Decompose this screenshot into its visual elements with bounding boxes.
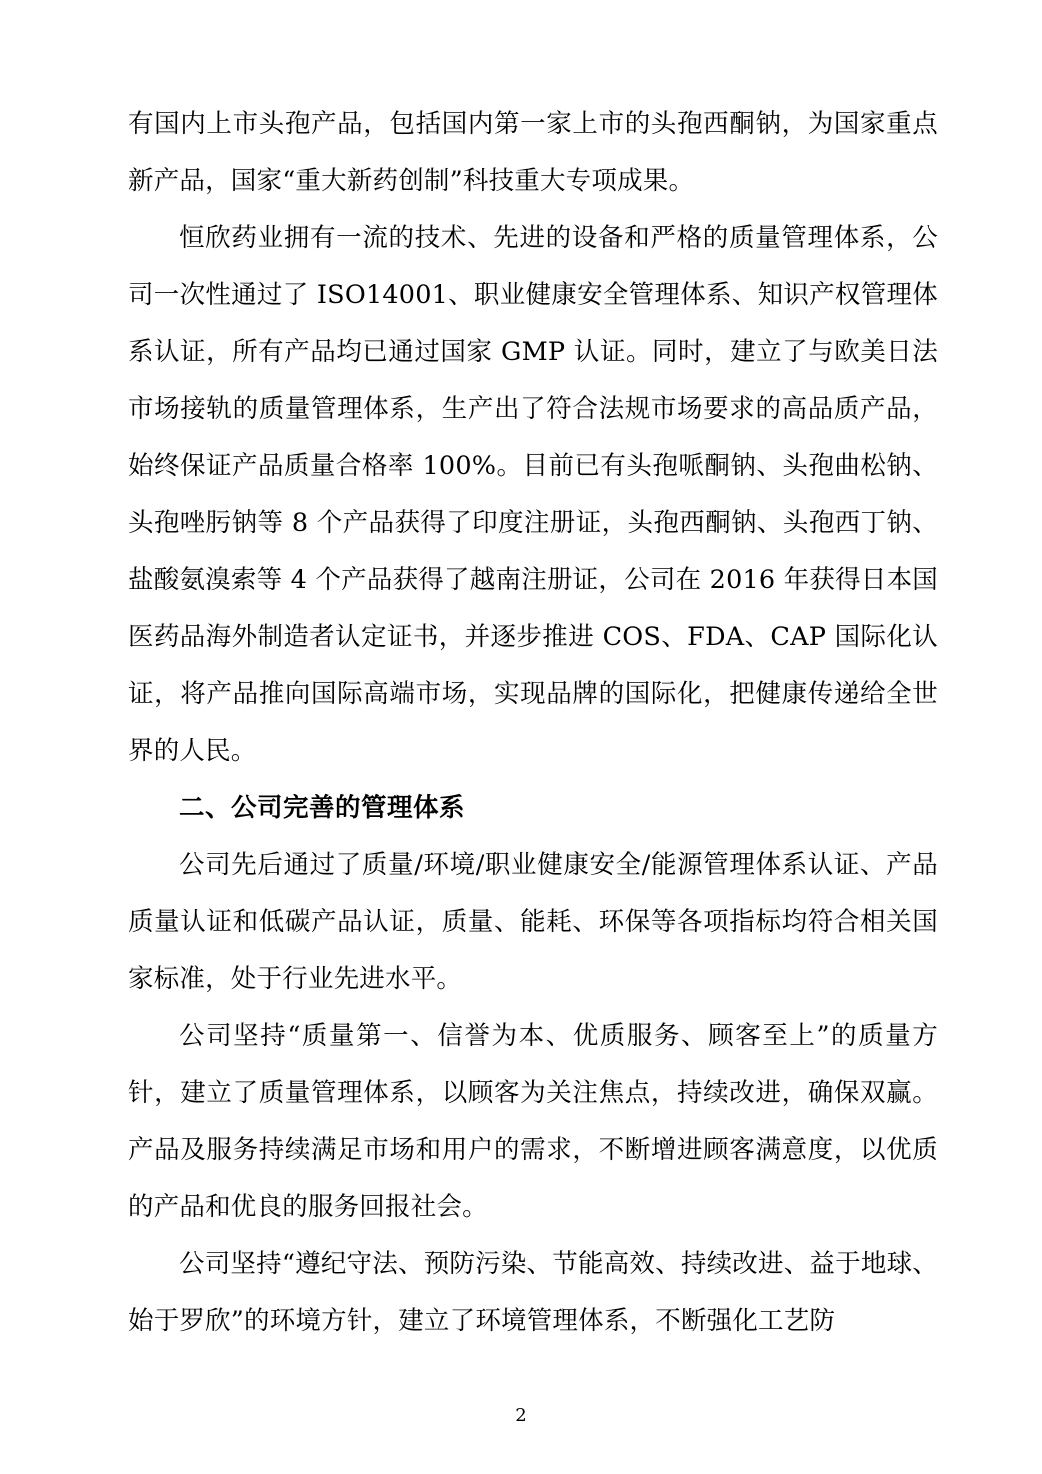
document-body [128,96,938,1350]
paragraph-continuation: 有国内上市头孢产品，包括国内第一家上市的头孢西酮钠，为国家重点新产品，国家“重大新药创制”科技重大专项成果。 [128,109,938,196]
paragraph-certifications: 公司先后通过了质量/环境/职业健康安全/能源管理体系认证、产品质量认证和低碳产品认证，质量、能耗、环保等各项指标均符合相关国家标准，处于行业先进水平。 [128,850,938,994]
paragraph-quality-system: 恒欣药业拥有一流的技术、先进的设备和严格的质量管理体系，公司一次性通过了 ISO14001、职业健康安全管理体系、知识产权管理体系认证，所有产品均已通过国家 GMP 认证。同时，建立了与欧美日法市场接轨的质量管理体系，生产出了符合法规市场要求的高品质产品，始终保证产品质量合格率 100%。目前已有头孢哌酮钠、头孢曲松钠、头孢唑肟钠等 8 个产品获得了印度注册证，头孢西酮钠、头孢西丁钠、盐酸氨溴索等 4 个产品获得了越南注册证，公司在 2016 年获得日本国医药品海外制造者认定证书，并逐步推进 COS、FDA、CAP 国际化认证，将产品推向国际高端市场，实现品牌的国际化，把健康传递给全世界的人民。 [128,223,938,766]
page-number: 2 [515,1405,527,1426]
section-heading-management-system: 二、公司完善的管理体系 [179,793,466,823]
paragraph-quality-policy: 公司坚持“质量第一、信誉为本、优质服务、顾客至上”的质量方针，建立了质量管理体系，以顾客为关注焦点，持续改进，确保双赢。产品及服务持续满足市场和用户的需求，不断增进顾客满意度，以优质的产品和优良的服务回报社会。 [128,1021,938,1222]
paragraph-environment-policy: 公司坚持“遵纪守法、预防污染、节能高效、持续改进、益于地球、始于罗欣”的环境方针，建立了环境管理体系，不断强化工艺防 [128,1249,938,1336]
